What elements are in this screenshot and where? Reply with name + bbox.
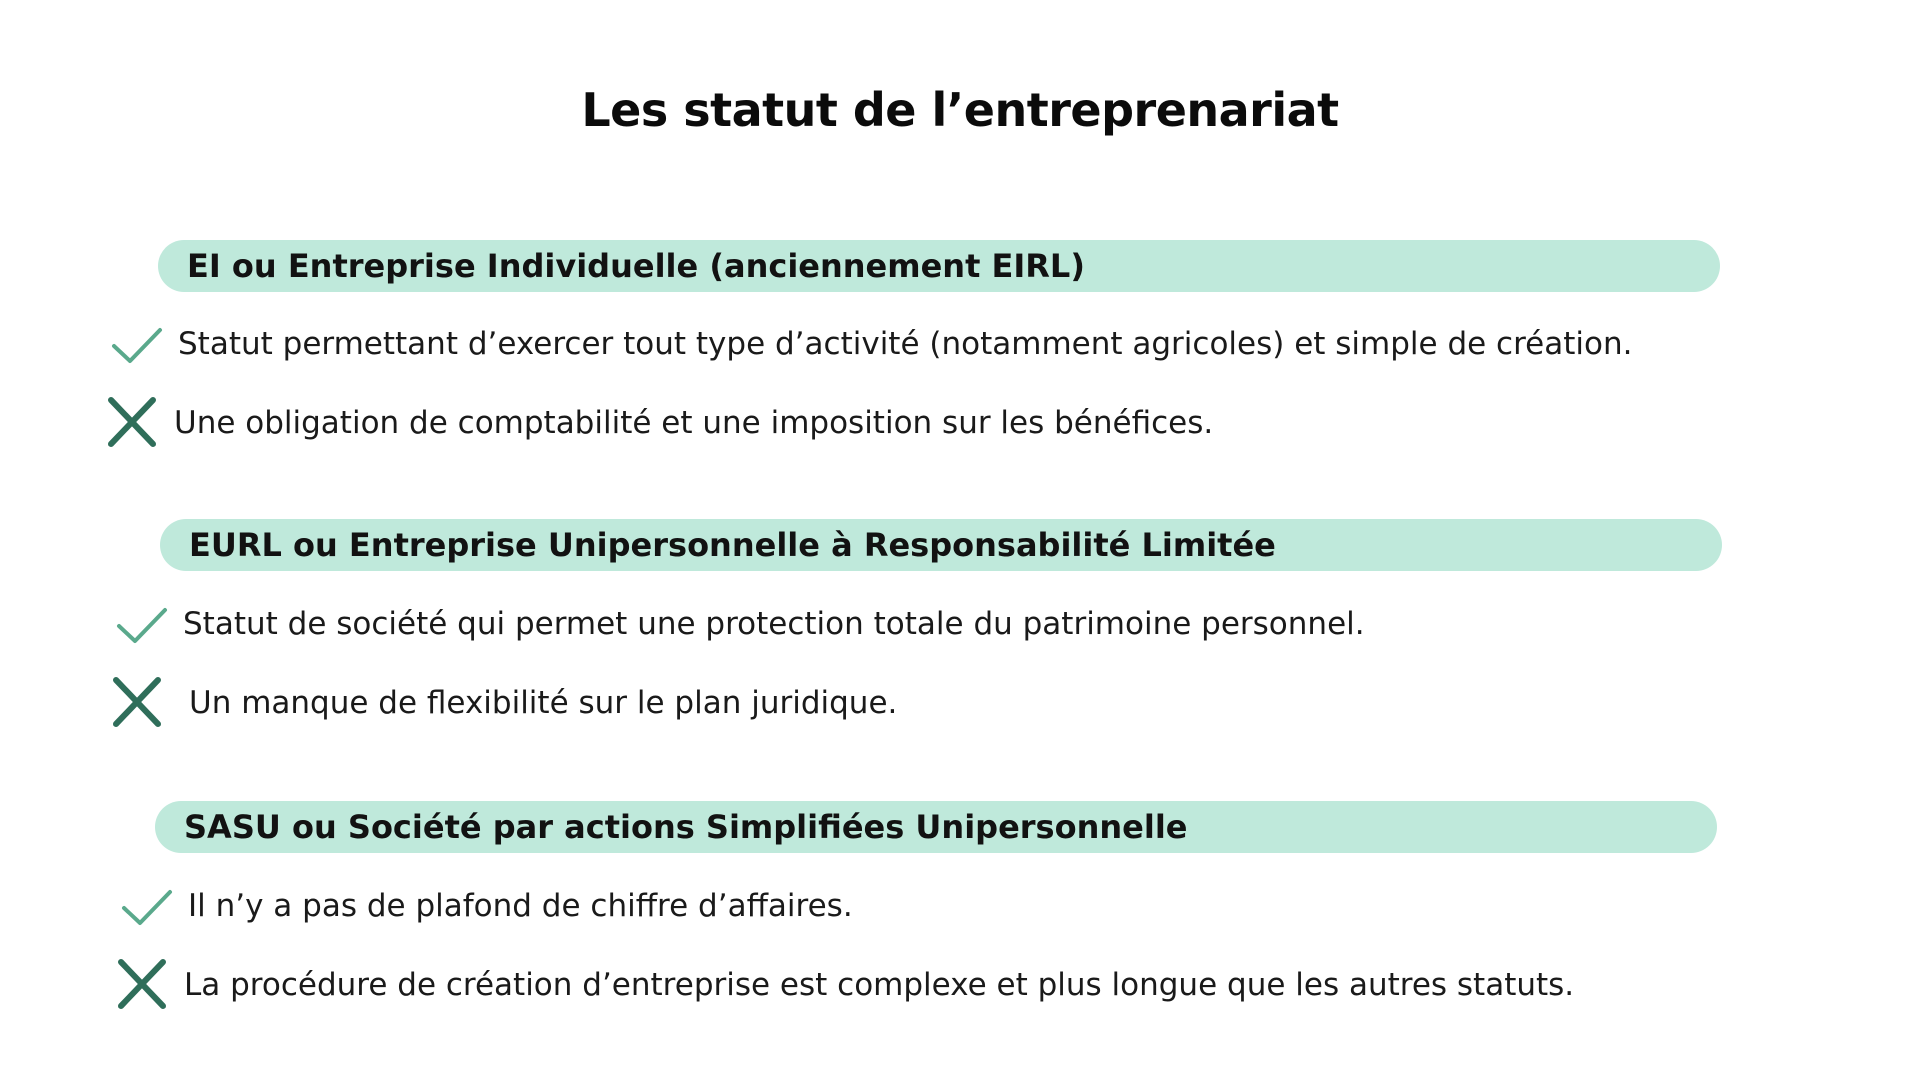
check-icon	[118, 878, 174, 934]
con-text: La procédure de création d’entreprise est complexe et plus longue que les autres statuts.	[184, 967, 1575, 1003]
section-heading-sasu: SASU ou Société par actions Simplifiées Unipersonnelle	[155, 801, 1717, 853]
section-heading-eurl: EURL ou Entreprise Unipersonnelle à Responsabilité Limitée	[160, 519, 1722, 571]
pro-text: Il n’y a pas de plafond de chiffre d’affaires.	[188, 888, 853, 924]
con-item-sasu	[114, 957, 1574, 1013]
cross-icon	[104, 395, 160, 451]
page-title: Les statut de l’entreprenariat	[581, 83, 1339, 137]
con-text: Une obligation de comptabilité et une imposition sur les bénéfices.	[174, 405, 1214, 441]
pro-item-ei	[108, 316, 1632, 372]
check-icon	[113, 596, 169, 652]
pro-item-eurl	[113, 596, 1365, 652]
pro-item-sasu	[118, 878, 853, 934]
cross-icon	[114, 957, 170, 1013]
cross-icon	[109, 675, 165, 731]
con-item-eurl	[109, 675, 897, 731]
con-item-ei	[104, 395, 1213, 451]
pro-text: Statut de société qui permet une protection totale du patrimoine personnel.	[183, 606, 1365, 642]
section-heading-ei: EI ou Entreprise Individuelle (anciennement EIRL)	[158, 240, 1720, 292]
con-text: Un manque de flexibilité sur le plan juridique.	[189, 685, 898, 721]
check-icon	[108, 316, 164, 372]
pro-text: Statut permettant d’exercer tout type d’activité (notamment agricoles) et simple de création.	[178, 326, 1633, 362]
